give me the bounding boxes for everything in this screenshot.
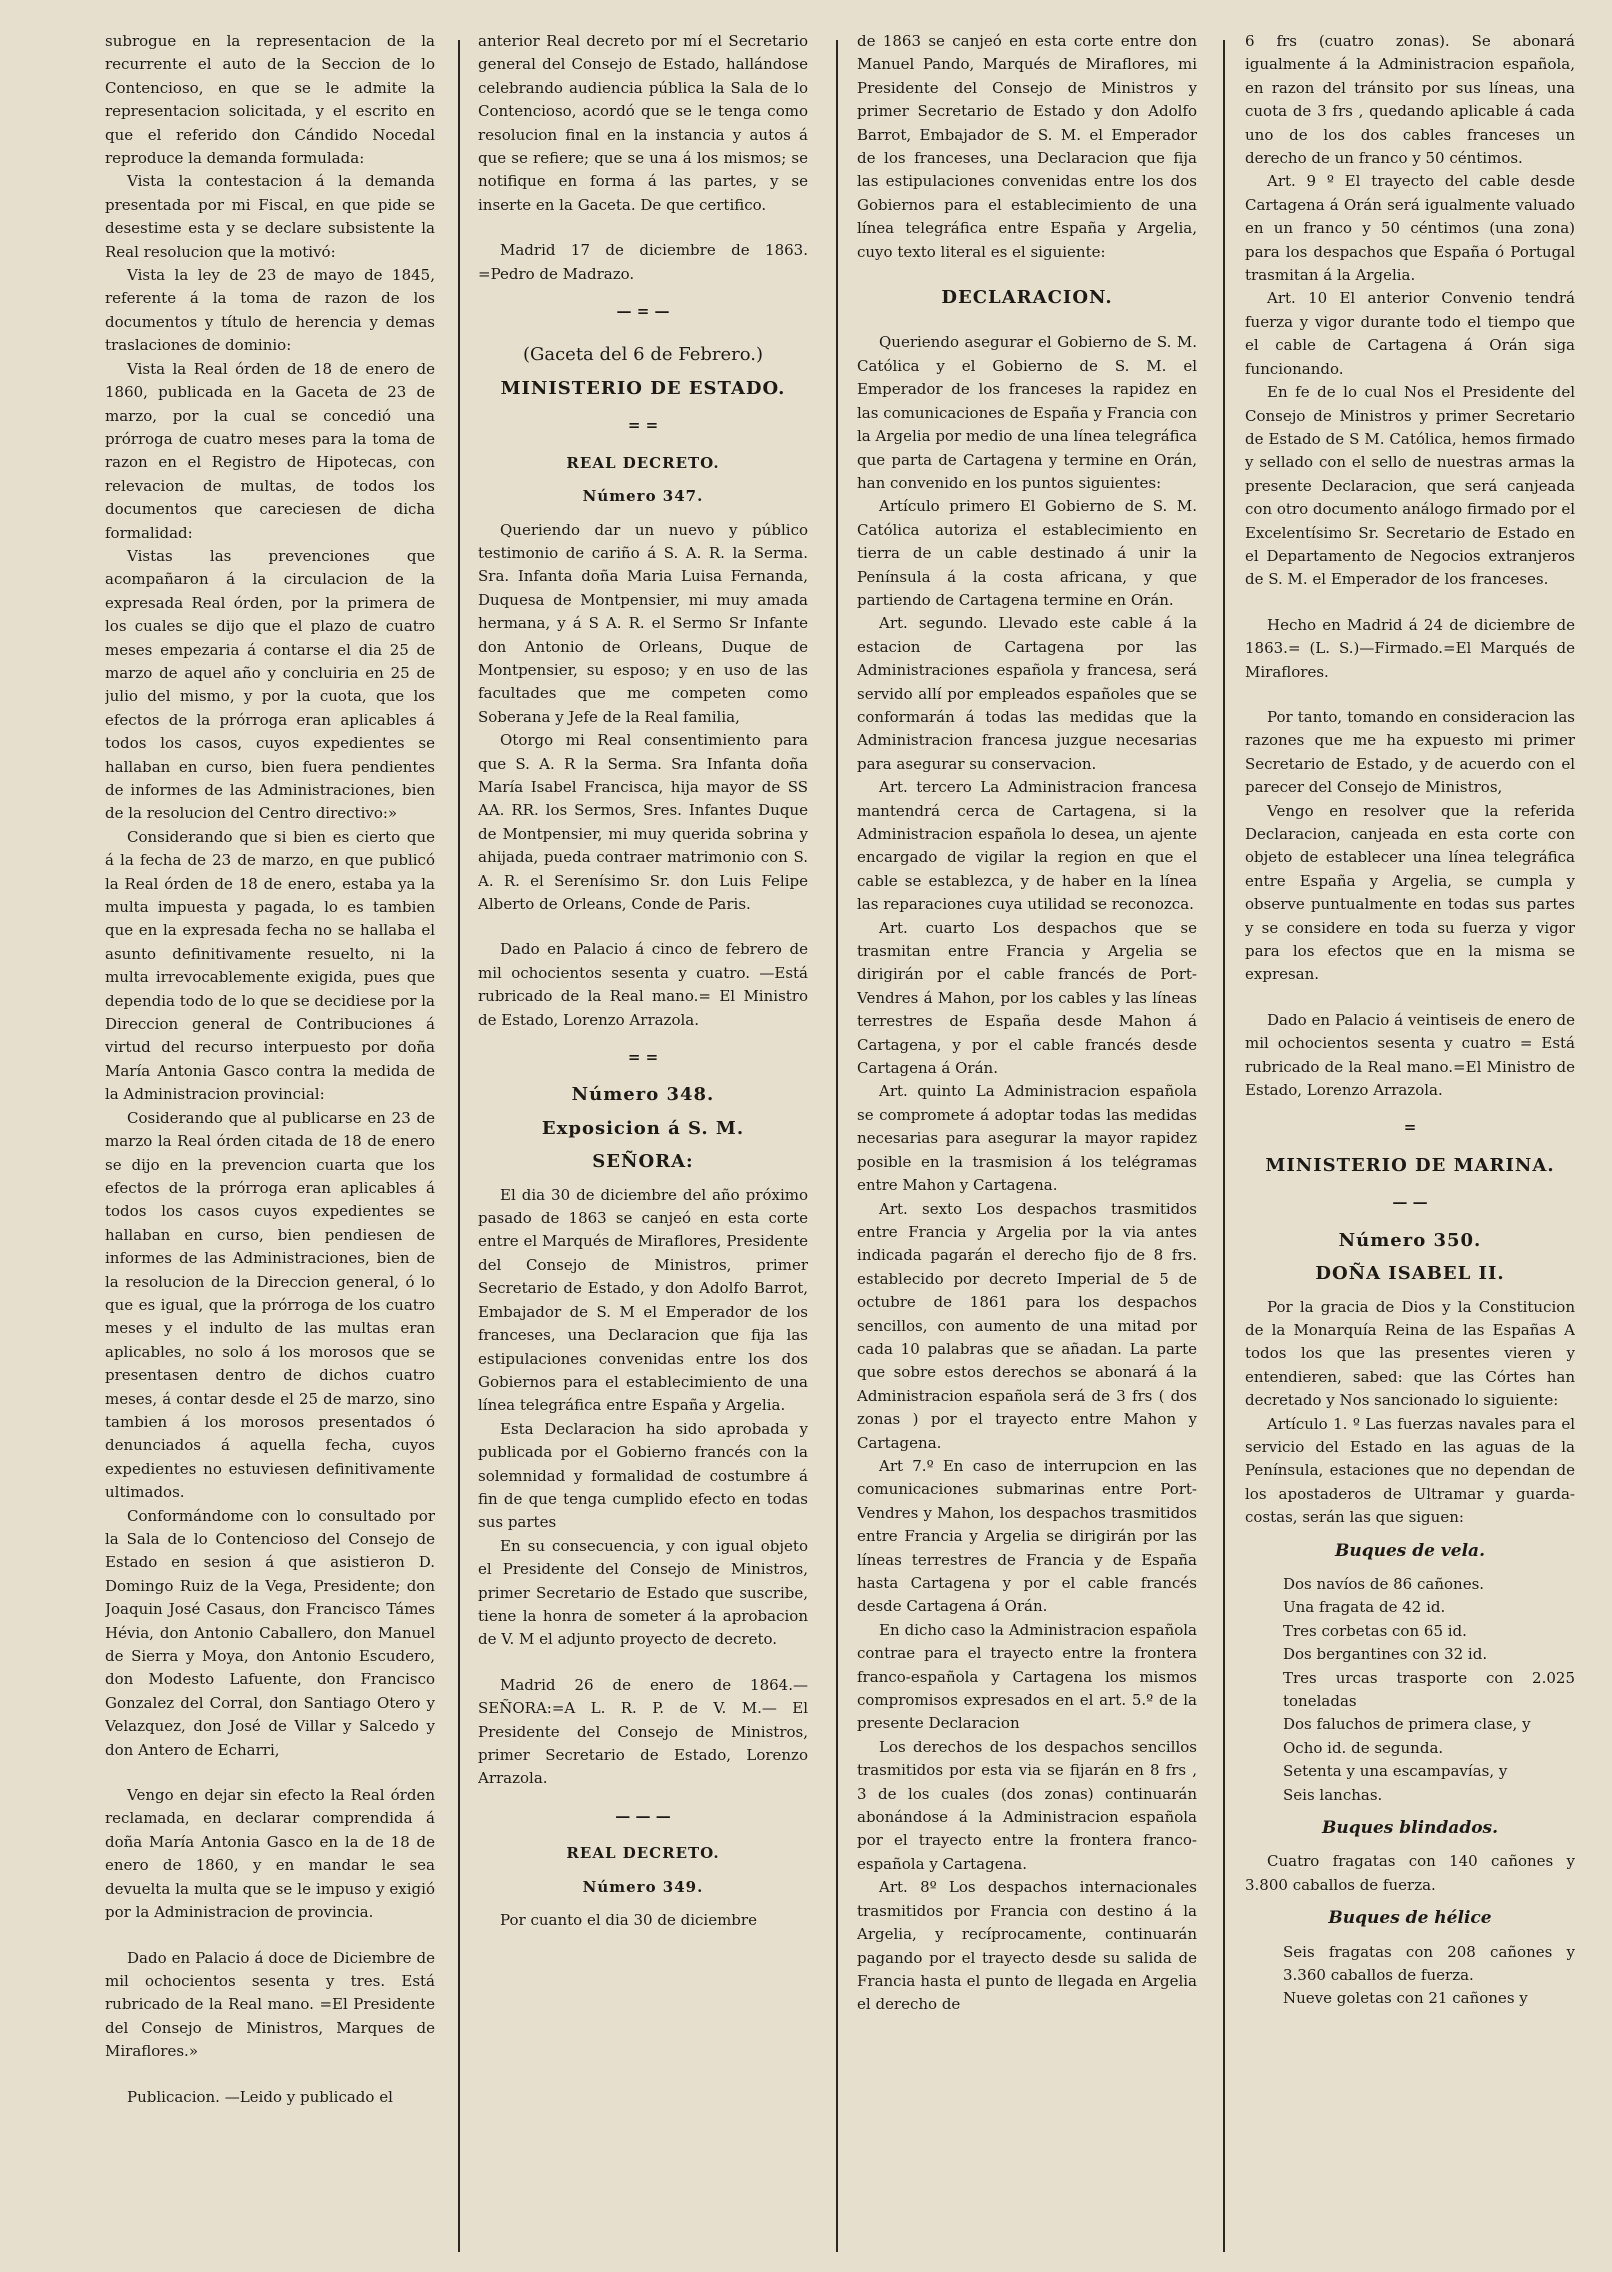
paragraph: Vengo en resolver que la referida Declaracion, canjeada en esta corte con objeto de establecer una línea telegráfica entre España y Argelia, se cumpla y observe puntualmente en todas sus partes y se considere en toda su fuerza y vigor para los efectos que en la misma se expresan. xyxy=(1245,801,1575,984)
decree-title: REAL DECRETO. xyxy=(566,1844,720,1863)
paragraph: Art. 8º Los despachos internacionales trasmitidos por Francia con destino á la Argelia, y recíprocamente, continuarán pagando por el trayecto desde su salida de Francia hasta el punto de llegada en Argelia el derecho de xyxy=(857,1878,1197,2014)
paragraph: Conformándome con lo consultado por la Sala de lo Contencioso del Consejo de Estado en sesion á que asistieron D. Domingo Ruiz de la Vega, Presidente; don Joaquin José Casaus, don Francisco Támes Hévia, don Antonio Caballero, don Manuel de Sierra y Moya, don Antonio Escudero, don Modesto Lafuente, don Francisco Gonzalez del Corral, don Santiago Otero y Velazquez, don José de Villar y Salcedo y don Antero de Echarri, xyxy=(105,1506,435,1759)
column-rule xyxy=(458,40,460,2252)
list-item: Ocho id. de segunda. xyxy=(1283,1738,1444,1757)
separator: — — — xyxy=(615,1806,671,1825)
paragraph: Por tanto, tomando en consideracion las razones que me ha expuesto mi primer Secretario de Estado, y de acuerdo con el parecer del Consejo de Ministros, xyxy=(1245,707,1575,797)
column-4 xyxy=(1245,30,1575,2262)
royal-heading: DOÑA ISABEL II. xyxy=(1315,1263,1505,1285)
list-item: Seis fragatas con 208 cañones y 3.360 caballos de fuerza. xyxy=(1283,1942,1575,1985)
column-rule xyxy=(836,40,838,2252)
paragraph: Artículo 1. º Las fuerzas navales para el servicio del Estado en las aguas de la Península, estaciones que no dependan de los apostaderos de Ultramar y guarda-costas, serán las que siguen: xyxy=(1245,1414,1575,1527)
paragraph: Madrid 17 de diciembre de 1863. =Pedro de Madrazo. xyxy=(478,241,808,283)
paragraph: Artículo primero El Gobierno de S. M. Católica autoriza el establecimiento en tierra de un cable destinado á unir la Península á la costa africana, y que partiendo de Cartagena termine en Orán. xyxy=(857,497,1197,609)
column-2 xyxy=(478,30,808,2262)
paragraph: Cuatro fragatas con 140 cañones y 3.800 caballos de fuerza. xyxy=(1245,1852,1575,1894)
decree-title: REAL DECRETO. xyxy=(566,453,720,472)
sail-ships-list xyxy=(1245,1573,1575,1807)
paragraph: Otorgo mi Real consentimiento para que S. A. R la Serma. Sra Infanta doña María Isabel Francisca, hija mayor de SS AA. RR. los Sermos, Sres. Infantes Duque de Montpensier, mi muy querida sobrina y ahijada, pueda contraer matrimonio con S. A. R. el Serenísimo Sr. don Luis Felipe Alberto de Orleans, Conde de Paris. xyxy=(478,731,808,913)
paragraph: En su consecuencia, y con igual objeto el Presidente del Consejo de Ministros, primer Secretario de Estado que suscribe, tiene la honra de someter á la aprobacion de V. M el adjunto proyecto de decreto. xyxy=(478,1536,808,1649)
paragraph: Madrid 26 de enero de 1864.— SEÑORA:=A L. R. P. de V. M.— El Presidente del Consejo de Ministros, primer Secretario de Estado, Lorenzo Arrazola. xyxy=(478,1675,808,1788)
decree-number: Número 350. xyxy=(1338,1229,1482,1251)
paragraph: Los derechos de los despachos sencillos trasmitidos por esta via se fijarán en 8 frs , 3 de los cuales (dos zonas) continuarán abonándose á la Administracion española por el trayecto entre la frontera franco-española y Cartagena. xyxy=(857,1737,1197,1873)
paragraph: Dado en Palacio á veintiseis de enero de mil ochocientos sesenta y cuatro = Está rubricado de la Real mano.=El Ministro de Estado, Lorenzo Arrazola. xyxy=(1245,1010,1575,1100)
paragraph: Art. 9 º El trayecto del cable desde Cartagena á Orán será igualmente valuado en un franco y 50 céntimos (una zona) para los despachos que España ó Portugal trasmitan á la Argelia. xyxy=(1245,172,1575,285)
separator: — = — xyxy=(616,302,670,321)
paragraph: Vista la contestacion á la demanda presentada por mi Fiscal, en que pide se desestime esta y se declare subsistente la Real resolucion que la motivó: xyxy=(105,172,435,261)
section-heading: MINISTERIO DE MARINA. xyxy=(1265,1154,1555,1176)
paragraph: Por la gracia de Dios y la Constitucion de la Monarquía Reina de las Españas A todos los que las presentes vieren y entendieren, sabed: que las Córtes han decretado y Nos sancionado lo siguiente: xyxy=(1245,1297,1575,1410)
paragraph: Art. tercero La Administracion francesa mantendrá cerca de Cartagena, si la Administracion española lo desea, un ajente encargado de vigilar la region en que el cable se establezca, y de haber en la línea las reparaciones cuya utilidad se reconozca. xyxy=(857,778,1197,914)
paragraph: Dado en Palacio á doce de Diciembre de mil ochocientos sesenta y tres. Está rubricado de la Real mano. =El Presidente del Consejo de Ministros, Marques de Miraflores.» xyxy=(105,1948,435,2061)
paragraph: Cosiderando que al publicarse en 23 de marzo la Real órden citada de 18 de enero se dijo en la prevencion cuarta que los efectos de la prórroga eran aplicables á todos los casos cuyos expedientes se hallaban en curso, bien pendiesen de informes de las Administraciones, bien de la resolucion de la Direccion general, ó lo que es igual, que la prórroga de los cuatro meses y el indulto de las multas eran aplicables, no solo á los morosos que se presentasen dentro de dichos cuatro meses, á contar desde el 25 de marzo, sino tambien á los morosos presentados ó denunciados á aquella fecha, cuyos expedientes no estuviesen definitivamente ultimados. xyxy=(105,1108,435,1502)
paragraph: Art. segundo. Llevado este cable á la estacion de Cartagena por las Administraciones española y francesa, será servido allí por empleados españoles que se conformarán á todas las medidas que la Administracion francesa juzgue necesarias para asegurar su conservacion. xyxy=(857,614,1197,773)
paragraph: El dia 30 de diciembre del año próximo pasado de 1863 se canjeó en esta corte entre el Marqués de Miraflores, Presidente del Consejo de Ministros, primer Secretario de Estado, y don Adolfo Barrot, Embajador de S. M el Emperador de los franceses, una Declaracion que fija las estipulaciones convenidas entre los dos Gobiernos para el establecimiento de una línea telegráfica entre España y Argelia. xyxy=(478,1185,808,1415)
paragraph: Art 7.º En caso de interrupcion en las comunicaciones submarinas entre Port-Vendres y Mahon, los despachos trasmitidos entre Francia y Argelia se dirigirán por las líneas terrestres de Francia y de España hasta Cartagena y por el cable francés desde Cartagena á Orán. xyxy=(857,1456,1197,1616)
column-1 xyxy=(105,30,435,2262)
list-item: Seis lanchas. xyxy=(1283,1785,1383,1804)
paragraph: Vista la ley de 23 de mayo de 1845, referente á la toma de razon de los documentos y título de herencia y demas traslaciones de dominio: xyxy=(105,266,435,355)
paragraph: Hecho en Madrid á 24 de diciembre de 1863.= (L. S.)—Firmado.=El Marqués de Miraflores. xyxy=(1245,615,1575,681)
list-item: Dos navíos de 86 cañones. xyxy=(1283,1574,1485,1593)
paragraph: subrogue en la representacion de la recurrente el auto de la Seccion de lo Contencioso, en que se le admite la representacion solicitada, y el escrito en que el referido don Cándido Nocedal reproduce la demanda formulada: xyxy=(105,32,435,168)
salutation: SEÑORA: xyxy=(592,1151,694,1173)
list-item: Dos faluchos de primera clase, y xyxy=(1283,1715,1531,1734)
paragraph: Vista la Real órden de 18 de enero de 1860, publicada en la Gaceta de 23 de marzo, por la cual se concedió una prórroga de cuatro meses para la toma de razon en el Registro de Hipotecas, con relevacion de multas, de todos los documentos que careciesen de dicha formalidad: xyxy=(105,359,435,542)
list-item: Dos bergantines con 32 id. xyxy=(1283,1645,1488,1664)
paragraph: Dado en Palacio á cinco de febrero de mil ochocientos sesenta y cuatro. —Está rubricado de la Real mano.= El Ministro de Estado, Lorenzo Arrazola. xyxy=(478,940,808,1029)
ships-heading: Buques blindados. xyxy=(1321,1818,1499,1839)
separator: = = xyxy=(627,1048,659,1067)
paragraph: Por cuanto el dia 30 de diciembre xyxy=(500,1911,757,1930)
column-rule xyxy=(1223,40,1225,2252)
separator: = xyxy=(1403,1118,1417,1137)
list-item: Tres corbetas con 65 id. xyxy=(1283,1621,1467,1640)
paragraph: Vistas las prevenciones que acompañaron á la circulacion de la expresada Real órden, por la primera de los cuales se dijo que el plazo de cuatro meses empezaria á contarse el dia 25 de marzo de aquel año y concluiria en 25 de julio del mismo, y por la cuota, que los efectos de la prórroga eran aplicables á todos los casos, cuyos expedientes se hallaban en curso, bien fuera pendientes de informes de las Administraciones, bien de la resolucion del Centro directivo:» xyxy=(105,546,435,823)
paragraph: Queriendo asegurar el Gobierno de S. M. Católica y el Gobierno de S. M. el Emperador de los franceses la rapidez en las comunicaciones de España y Francia con la Argelia por medio de una línea telegráfica que parta de Cartagena y termine en Orán, han convenido en los puntos siguientes: xyxy=(857,333,1197,492)
screw-ships-list xyxy=(1245,1941,1575,2011)
paragraph: Art. quinto La Administracion española se compromete á adoptar todas las medidas necesarias para asegurar la mayor rapidez posible en la trasmision á los telégramas entre Mahon y Cartagena. xyxy=(857,1082,1197,1195)
decree-number: Número 348. xyxy=(571,1084,715,1106)
paragraph: En fe de lo cual Nos el Presidente del Consejo de Ministros y primer Secretario de Estado de S M. Católica, hemos firmado y sellado con el sello de nuestras armas la presente Declaracion, que será canjeada con otro documento análogo firmado por el Excelentísimo Sr. Secretario de Estado en el Departamento de Negocios extranjeros de S. M. el Emperador de los franceses. xyxy=(1245,383,1575,589)
paragraph: 6 frs (cuatro zonas). Se abonará igualmente á la Administracion española, en razon del tránsito por sus líneas, una cuota de 3 frs , quedando aplicable á cada uno de los dos cables franceses un derecho de un franco y 50 céntimos. xyxy=(1245,32,1575,168)
gaceta-date: (Gaceta del 6 de Febrero.) xyxy=(522,344,764,366)
column-3 xyxy=(857,30,1197,2262)
paragraph: Esta Declaracion ha sido aprobada y publicada por el Gobierno francés con la solemnidad y formalidad de costumbre á fin de que tenga cumplido efecto en todas sus partes xyxy=(478,1419,808,1532)
ships-heading: Buques de vela. xyxy=(1335,1540,1485,1561)
paragraph: Art. cuarto Los despachos que se trasmitan entre Francia y Argelia se dirigirán por el cable francés de Port-Vendres á Mahon, por los cables y las líneas terrestres de España desde Mahon á Cartagena, y por el cable francés desde Cartagena á Orán. xyxy=(857,918,1197,1078)
paragraph: Art. 10 El anterior Convenio tendrá fuerza y vigor durante todo el tiempo que el cable de Cartagena á Orán siga funcionando. xyxy=(1245,289,1575,378)
separator: = = xyxy=(627,416,659,435)
ships-heading: Buques de hélice xyxy=(1328,1908,1492,1929)
paragraph: Vengo en dejar sin efecto la Real órden reclamada, en declarar comprendida á doña María Antonia Gasco en la de 18 de enero de 1860, y en mandar le sea devuelta la multa que se le impuso y exigió por la Administracion de provincia. xyxy=(105,1786,435,1922)
list-item: Tres urcas trasporte con 2.025 toneladas xyxy=(1283,1668,1575,1710)
paragraph: En dicho caso la Administracion española contrae para el trayecto entre la frontera franco-española y Cartagena los mismos compromisos expresados en el art. 5.º de la presente Declaracion xyxy=(857,1620,1197,1733)
decree-number: Número 349. xyxy=(582,1877,704,1896)
paragraph: Art. sexto Los despachos trasmitidos entre Francia y Argelia por la via antes indicada pagarán el derecho fijo de 8 frs. establecido por decreto Imperial de 5 de octubre de 1861 para los despachos sencillos, con aumento de una mitad por cada 10 palabras que se añadan. La parte que sobre estos derechos se abonará á la Administracion española será de 3 frs ( dos zonas ) por el trayecto entre Mahon y Cartagena. xyxy=(857,1199,1197,1452)
paragraph: anterior Real decreto por mí el Secretario general del Consejo de Estado, hallándose celebrando audiencia pública la Sala de lo Contencioso, acordó que se le tenga como resolucion final en la instancia y autos á que se refiere; que se una á los mismos; se notifique en forma á las partes, y se inserte en la Gaceta. De que certifico. xyxy=(478,32,808,214)
list-item: Una fragata de 42 id. xyxy=(1283,1598,1446,1617)
section-heading: MINISTERIO DE ESTADO. xyxy=(500,377,786,399)
decree-number: Número 347. xyxy=(582,487,704,506)
list-item: Nueve goletas con 21 cañones y xyxy=(1283,1989,1528,2008)
list-item: Setenta y una escampavías, y xyxy=(1283,1762,1508,1781)
paragraph: Queriendo dar un nuevo y público testimonio de cariño á S. A. R. la Serma. Sra. Infanta doña Maria Luisa Fernanda, Duquesa de Montpensier, mi muy amada hermana, y á S A. R. el Sermo Sr Infante don Antonio de Orleans, Duque de Montpensier, su esposo; y en uso de las facultades que me competen como Soberana y Jefe de la Real familia, xyxy=(478,520,808,726)
paragraph: Considerando que si bien es cierto que á la fecha de 23 de marzo, en que publicó la Real órden de 18 de enero, estaba ya la multa impuesta y pagada, lo es tambien que en la expresada fecha no se hallaba el asunto definitivamente resuelto, ni la multa irrevocablemente exigida, pues que dependia todo de lo que se decidiese por la Direccion general de Contribuciones á virtud del recurso interpuesto por doña María Antonia Gasco contra la medida de la Administracion provincial: xyxy=(105,827,435,1104)
separator: — — xyxy=(1392,1193,1428,1212)
section-heading: DECLARACION. xyxy=(941,287,1113,309)
paragraph: de 1863 se canjeó en esta corte entre don Manuel Pando, Marqués de Miraflores, mi Presidente del Consejo de Ministros y primer Secretario de Estado y don Adolfo Barrot, Embajador de S. M. el Emperador de los franceses, una Declaracion que fija las estipulaciones convenidas entre los dos Gobiernos para el establecimiento de una línea telegráfica entre España y Argelia, cuyo texto literal es el siguiente: xyxy=(857,32,1197,261)
paragraph: Publicacion. —Leido y publicado el xyxy=(127,2087,393,2106)
subheading: Exposicion á S. M. xyxy=(541,1117,745,1139)
